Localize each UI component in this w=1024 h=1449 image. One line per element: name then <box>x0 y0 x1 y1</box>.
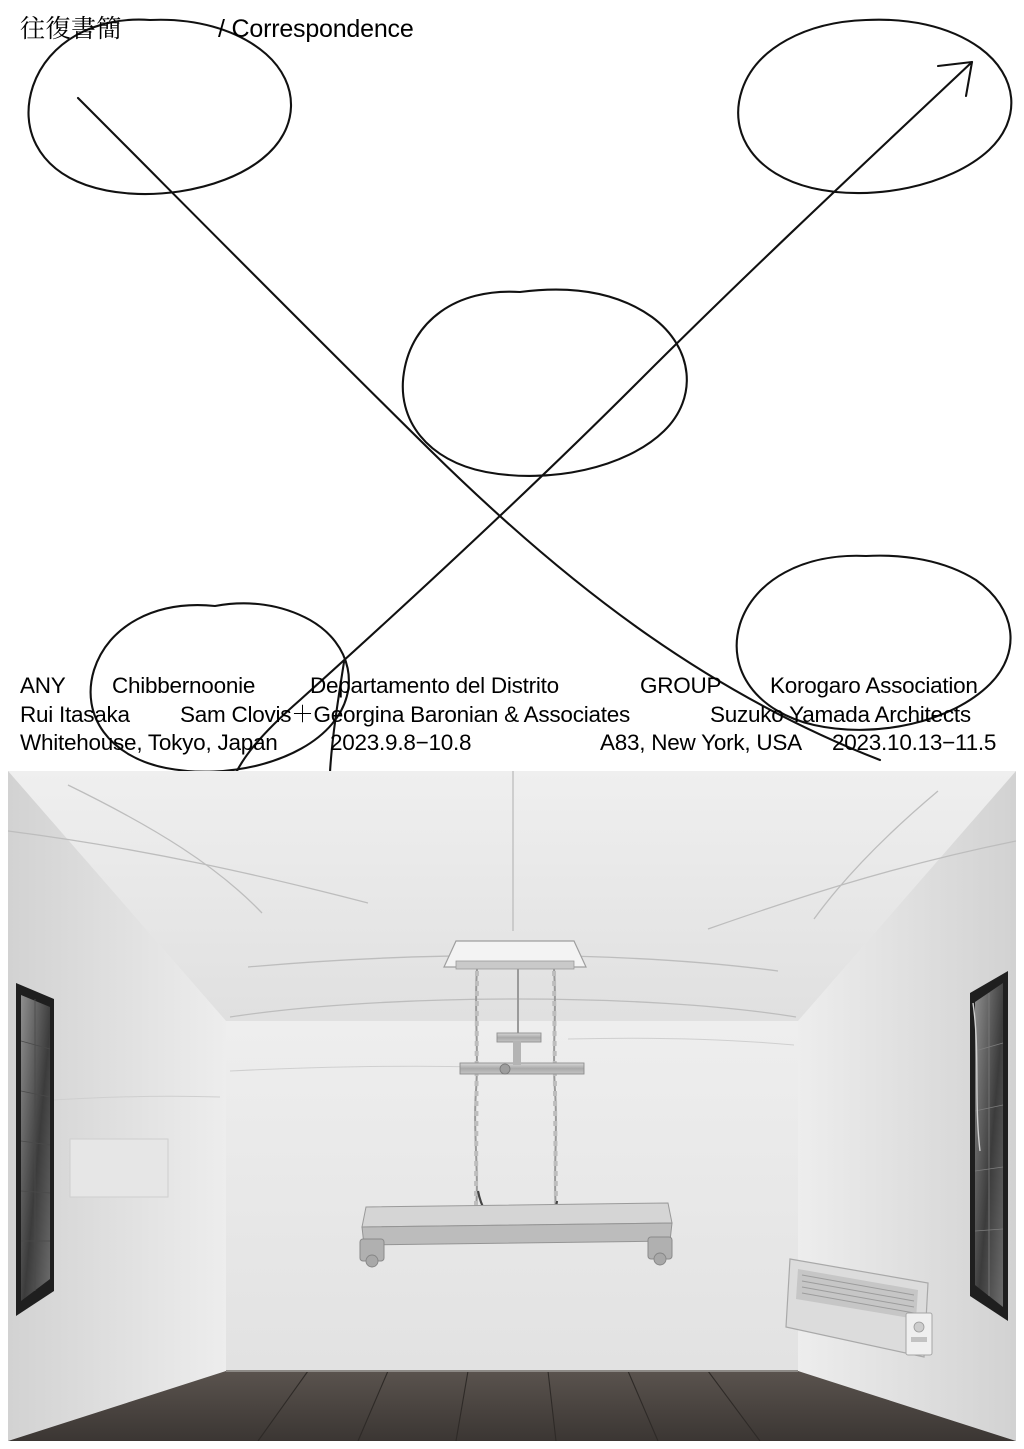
credit-departamento: Departamento del Distrito <box>310 673 559 698</box>
poster-header <box>20 14 1004 48</box>
dates-tokyo: 2023.9.8−10.8 <box>330 730 472 755</box>
wall-patch <box>70 1139 168 1197</box>
credits-row-venues <box>20 729 1008 758</box>
page-title-english: / Correspondence <box>218 15 414 43</box>
credits-row-organizations-1 <box>20 672 1008 701</box>
diagonal-stroke-a <box>78 98 880 760</box>
exhibition-photograph <box>8 771 1016 1441</box>
venue-tokyo: Whitehouse, Tokyo, Japan <box>20 730 278 755</box>
right-window <box>970 971 1008 1321</box>
credit-chibbernoonie: Chibbernoonie <box>112 673 256 698</box>
page-title-japanese: 往復書簡 <box>20 14 123 43</box>
loop-center <box>403 290 687 476</box>
credits-row-organizations-2 <box>20 701 1008 730</box>
credit-any: ANY <box>20 673 66 698</box>
venue-newyork: A83, New York, USA <box>600 730 802 755</box>
ceiling-mount-plate <box>444 941 586 969</box>
credit-korogaro: Korogaro Association <box>770 673 978 698</box>
credit-suzuko-yamada: Suzuko Yamada Architects <box>710 701 971 727</box>
dates-newyork: 2023.10.13−11.5 <box>832 730 997 755</box>
credits-block <box>20 672 1008 758</box>
credit-group: GROUP <box>640 673 722 698</box>
credit-sam-clovis: Sam Clovis＋Georgina Baronian & Associates <box>180 701 630 727</box>
left-window <box>16 983 54 1316</box>
credit-rui-itasaka: Rui Itasaka <box>20 701 130 727</box>
